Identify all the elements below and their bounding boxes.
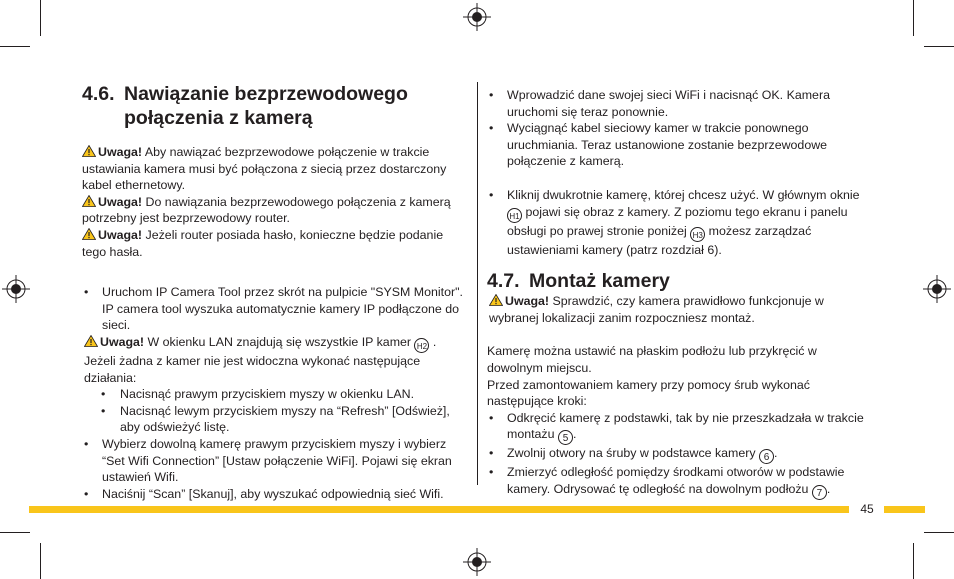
warning-label: Uwaga! [98,145,143,159]
reference-marker-5: 5 [558,430,573,445]
list-item: • Naciśnij “Scan” [Skanuj], aby wyszukać odpowiednią sieć Wifi. [82,486,466,503]
warning-triangle-icon [82,195,96,207]
registration-mark-icon [2,275,30,303]
warning-label: Uwaga! [98,227,143,242]
reference-marker-6: 6 [759,449,774,464]
warning-triangle-icon [84,335,98,347]
left-column [82,82,466,502]
list-item: • Wybierz dowolną kamerę prawym przyciskiem myszy i wybierz “Set Wifi Connection” [Ustaw połączenie WiFi]. Pojawi się ekran ustawień Wifi. [82,436,466,486]
footer-accent-bar [29,506,849,513]
crop-mark [0,46,30,47]
column-divider [477,82,478,485]
reference-marker-h3: H3 [690,227,705,242]
section-heading-4-6 [82,82,466,130]
list-item-text: Zwolnij otwory na śruby w podstawce kamery [507,446,760,461]
warning-text: Jeżeli router posiada hasło, konieczne będzie podanie tego hasła. [82,227,444,259]
warning-text: Do nawiązania bezprzewodowego połączenia z kamerą potrzebny jest bezprzewodowy router. [82,194,451,226]
list-item: • Uruchom IP Camera Tool przez skrót na pulpicie "SYSM Monitor". IP camera tool wyszuka automatycznie kamery IP podłączone do sieci. [82,284,466,334]
warning-triangle-icon [82,228,96,240]
warning-label: Uwaga! [505,294,550,309]
heading-text: połączenia z kamerą [124,107,313,129]
list-item: • Zwolnij otwory na śruby w podstawce kamery 6 . [487,445,872,464]
warning-note [82,334,466,386]
warning-note [82,227,466,260]
heading-number: 4.6. [82,83,115,105]
list-item-text: Odkręcić kamerę z podstawki, tak by nie przeszkadzała w trakcie montażu [507,410,864,442]
paragraph: Kamerę można ustawić na płaskim podłożu lub przykręcić w dowolnym miejscu. [487,344,817,375]
warning-label: Uwaga! [98,194,143,209]
sub-list-item: • Nacisnąć lewym przyciskiem myszy na “Refresh” [Odśwież], aby odświeżyć listę. [82,403,466,436]
crop-mark [913,0,914,36]
warning-label: Uwaga! [100,334,145,349]
warning-note [82,194,466,227]
reference-marker-h1: H1 [507,208,522,223]
warning-triangle-icon [489,294,503,306]
right-column [487,87,872,500]
warning-triangle-icon [82,145,96,157]
crop-mark [913,543,914,579]
list-item-text: Kliknij dwukrotnie kamerę, której chcesz użyć. W głównym oknie [507,187,860,202]
crop-mark [924,46,954,47]
list-item-text: Zmierzyć odległość pomiędzy środkami otworów w podstawie kamery. Odrysować tę odległość na dowolnym podłożu [507,465,845,496]
warning-text: . Jeżeli żadna z kamer nie jest widoczna wykonać następujące działania: [84,334,437,385]
crop-mark [0,532,30,533]
crop-mark [40,0,41,36]
registration-mark-icon [923,275,951,303]
crop-mark [40,543,41,579]
heading-text: Nawiązanie bezprzewodowego [124,83,408,105]
warning-note [82,144,466,194]
crop-mark [924,532,954,533]
warning-text: Aby nawiązać bezprzewodowe połączenie w trakcie ustawiania kamera musi być połączona z siecią przez dostarczony kabel ethernetowy. [82,145,447,193]
registration-mark-icon [463,548,491,576]
reference-marker-7: 7 [812,485,827,500]
warning-text: W okienku LAN znajdują się wszystkie IP kamer [144,334,415,349]
page-number: 45 [860,502,874,516]
list-item: • Odkręcić kamerę z podstawki, tak by nie przeszkadzała w trakcie montażu 5 . [487,410,872,446]
section-heading-4-7 [487,269,872,293]
reference-marker-h2: H2 [414,338,429,353]
paragraph: Przed zamontowaniem kamery przy pomocy śrub wykonać następujące kroki: [487,377,810,409]
list-item: • Zmierzyć odległość pomiędzy środkami otworów w podstawie kamery. Odrysować tę odległość na dowolnym podłożu 7 . [487,464,872,500]
warning-note [487,293,872,326]
warning-text: Sprawdzić, czy kamera prawidłowo funkcjonuje w wybranej lokalizacji zanim rozpoczniesz montaż. [489,294,824,325]
registration-mark-icon [463,3,491,31]
list-item [487,187,872,258]
footer-accent-bar [884,506,925,513]
list-item-text: pojawi się obraz z kamery. Z poziomu tego ekranu i panelu obsługi po prawej stronie poniżej [507,204,848,238]
heading-text: Montaż kamery [529,270,670,293]
list-item-text: możesz zarządzać ustawieniami kamery (patrz rozdział 6). [507,223,812,257]
list-item: • Wprowadzić dane swojej sieci WiFi i nacisnąć OK. Kamera uruchomi się teraz ponownie. [487,87,872,120]
list-item: • Wyciągnąć kabel sieciowy kamer w trakcie ponownego uruchmiania. Teraz ustanowione zostanie bezprzewodowe połączenie z kamerą. [487,120,872,170]
sub-list-item: • Nacisnąć prawym przyciskiem myszy w okienku LAN. [82,386,466,403]
heading-number: 4.7. [487,270,520,293]
